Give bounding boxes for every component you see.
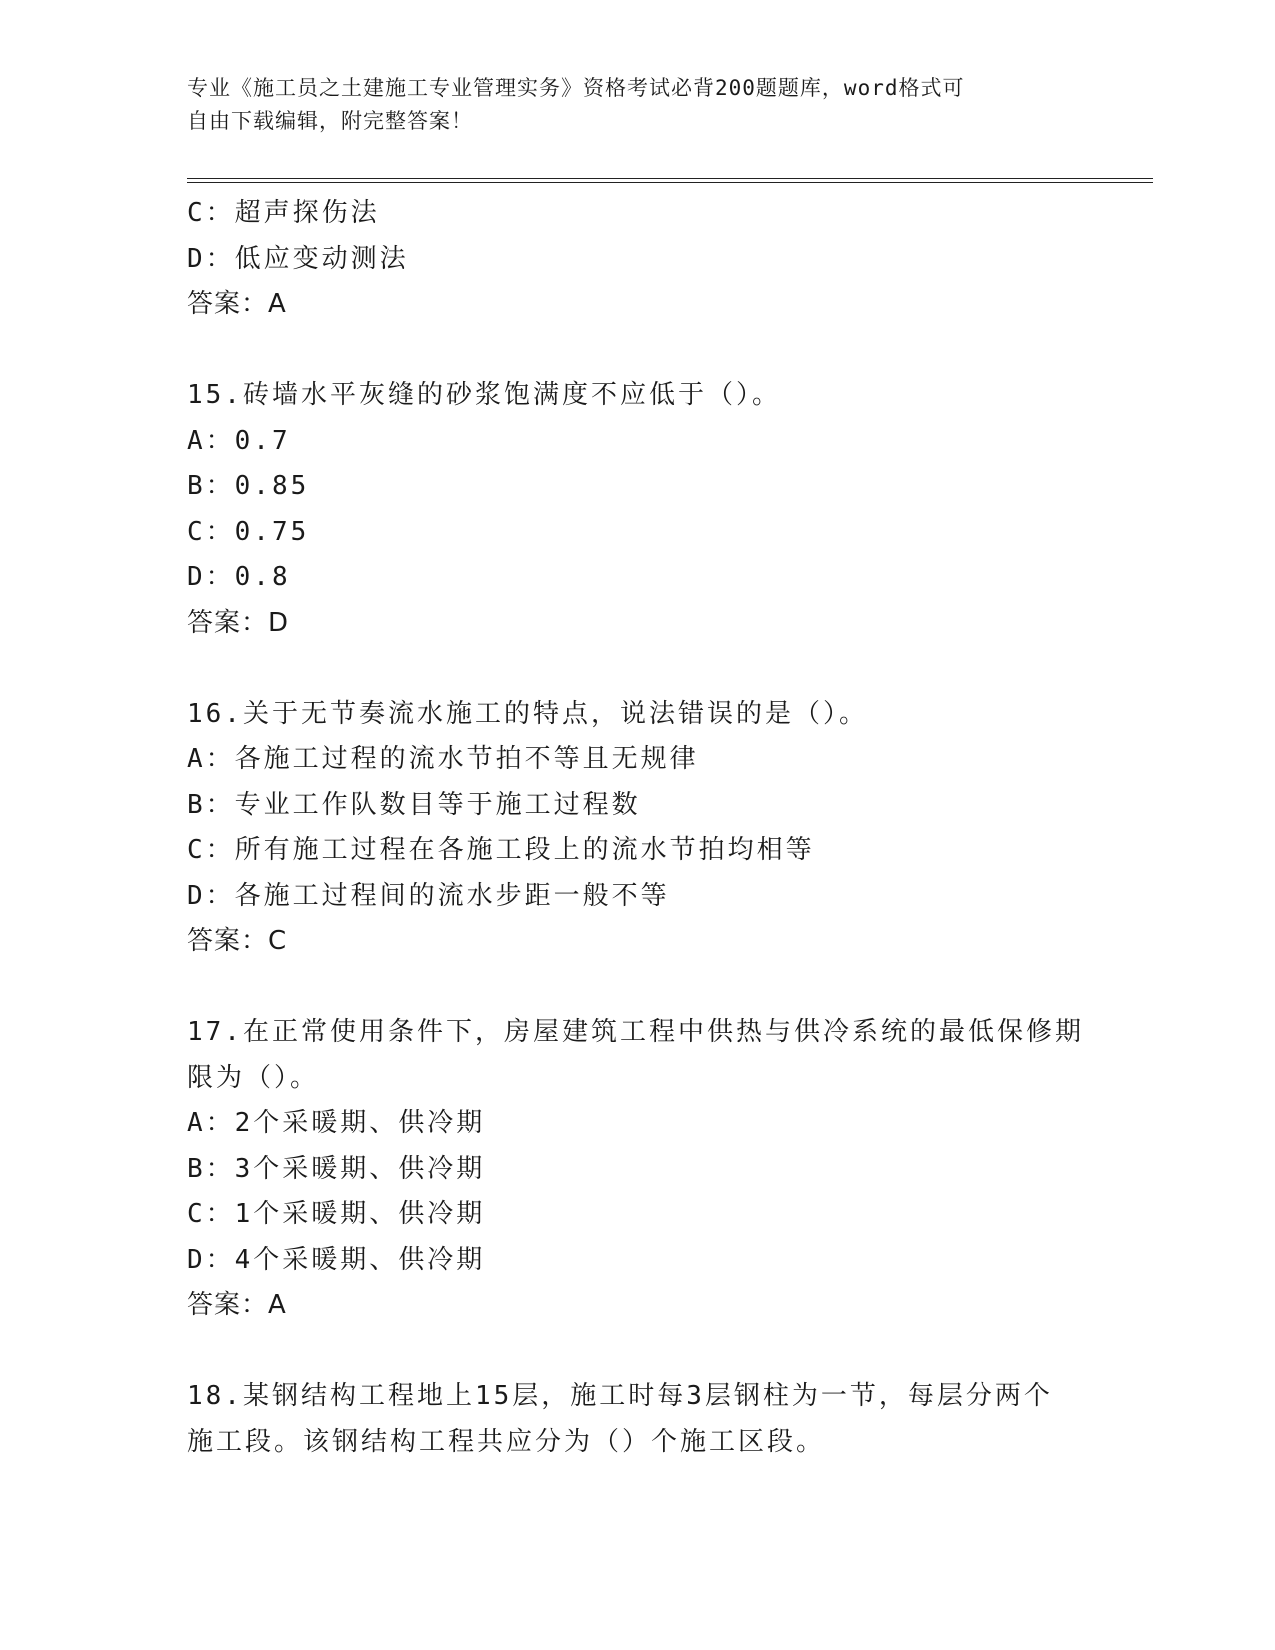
document-header: [187, 72, 1067, 138]
option-d: D：4个采暖期、供冷期: [187, 1244, 486, 1275]
question-17: [187, 1010, 1087, 1329]
option-c: C：0.75: [187, 516, 310, 547]
answer-line: 答案：D: [187, 607, 290, 638]
option-c: C：1个采暖期、供冷期: [187, 1199, 486, 1229]
option-a: A：2个采暖期、供冷期: [187, 1108, 486, 1138]
option-c: C：超声探伤法: [187, 198, 380, 228]
question-spacer: [187, 1329, 1087, 1375]
question-spacer: [187, 646, 1087, 692]
question-stem-line-1: 17.在正常使用条件下，房屋建筑工程中供热与供冷系统的最低保修期: [187, 1017, 1084, 1047]
question-spacer: [187, 328, 1087, 374]
header-title-line-2: 自由下载编辑，附完整答案！: [187, 109, 473, 133]
question-spacer: [187, 965, 1087, 1011]
header-divider-bottom: [187, 182, 1153, 183]
answer-line: 答案：C: [187, 926, 288, 956]
question-16: [187, 692, 1087, 965]
question-list: [187, 191, 1087, 1465]
answer-line: 答案：A: [187, 1290, 287, 1320]
question-18: [187, 1374, 1087, 1465]
option-d: D：各施工过程间的流水步距一般不等: [187, 880, 670, 911]
question-14-tail: [187, 191, 1087, 328]
answer-line: 答案：A: [187, 289, 287, 319]
option-b: B：3个采暖期、供冷期: [187, 1153, 486, 1184]
option-c: C：所有施工过程在各施工段上的流水节拍均相等: [187, 835, 815, 865]
header-title-line-1: 专业《施工员之土建施工专业管理实务》资格考试必背200题题库，word格式可: [187, 76, 965, 100]
header-divider-top: [187, 178, 1153, 179]
option-b: B：0.85: [187, 471, 310, 501]
option-d: D：低应变动测法: [187, 243, 409, 274]
question-stem: 16.关于无节奏流水施工的特点，说法错误的是（）。: [187, 698, 868, 729]
question-stem-line-2: 限为（）。: [187, 1062, 320, 1093]
option-a: A：0.7: [187, 425, 291, 456]
question-stem: 15.砖墙水平灰缝的砂浆饱满度不应低于（）。: [187, 380, 781, 410]
question-15: [187, 373, 1087, 646]
option-a: A：各施工过程的流水节拍不等且无规律: [187, 744, 699, 774]
option-d: D：0.8: [187, 562, 291, 592]
question-stem-line-1: 18.某钢结构工程地上15层，施工时每3层钢柱为一节，每层分两个: [187, 1381, 1053, 1411]
question-stem-line-2: 施工段。该钢结构工程共应分为（）个施工区段。: [187, 1426, 826, 1457]
option-b: B：专业工作队数目等于施工过程数: [187, 789, 641, 820]
